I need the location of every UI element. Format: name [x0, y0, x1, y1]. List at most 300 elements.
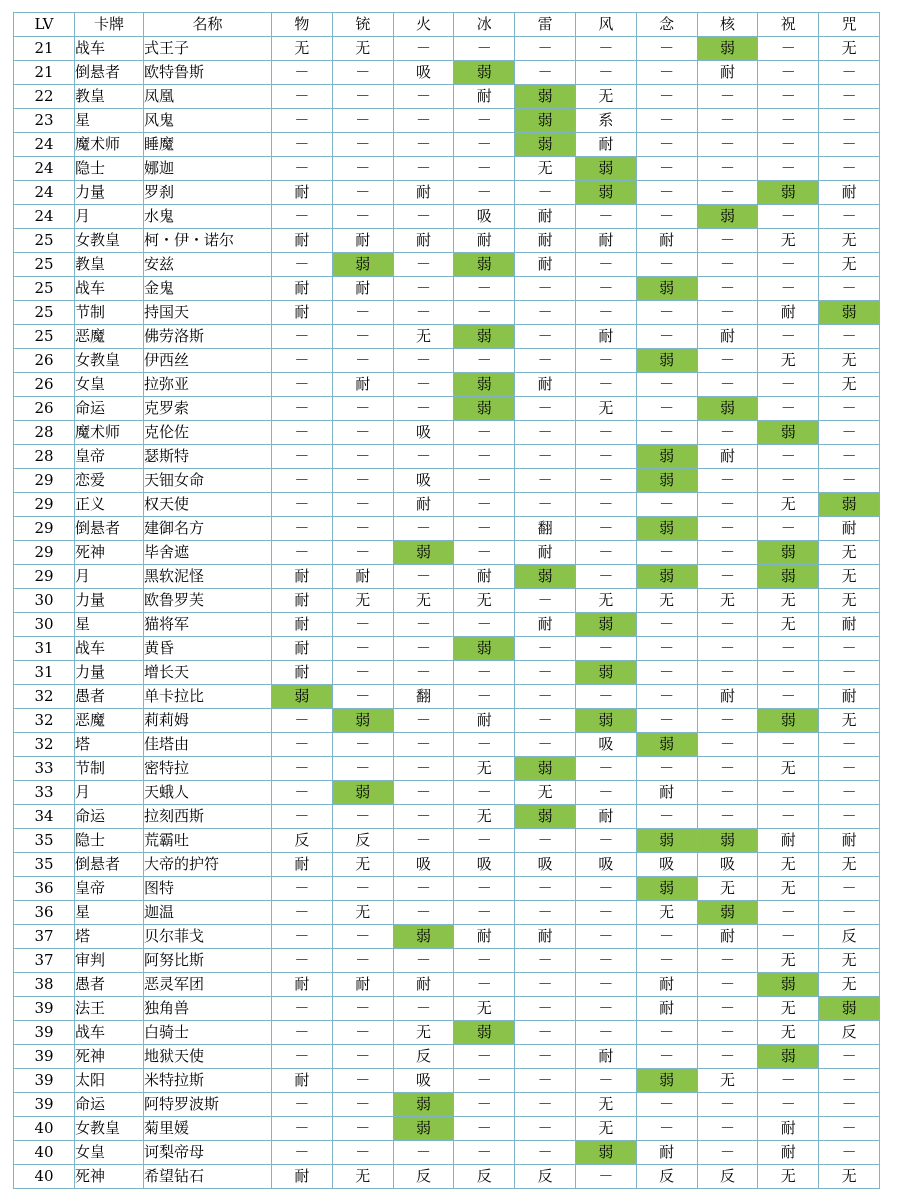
cell-nuclear: －	[697, 1117, 758, 1141]
cell-nuclear: －	[697, 1093, 758, 1117]
cell-lv: 38	[14, 973, 75, 997]
cell-gun: －	[332, 733, 393, 757]
cell-curse: －	[819, 85, 880, 109]
cell-wind: 耐	[575, 229, 636, 253]
table-row	[14, 109, 880, 133]
cell-physical: 耐	[272, 853, 333, 877]
cell-name: 柯・伊・诺尔	[144, 229, 272, 253]
cell-wind: －	[575, 781, 636, 805]
cell-gun: 无	[332, 37, 393, 61]
cell-electric: －	[515, 661, 576, 685]
cell-bless: －	[758, 133, 819, 157]
cell-gun: －	[332, 949, 393, 973]
cell-gun: －	[332, 805, 393, 829]
cell-curse: 无	[819, 949, 880, 973]
cell-lv: 25	[14, 229, 75, 253]
table-body	[14, 37, 880, 1189]
cell-gun: 无	[332, 589, 393, 613]
cell-ice: －	[454, 37, 515, 61]
cell-physical: －	[272, 421, 333, 445]
cell-psy: 无	[636, 901, 697, 925]
header-nuclear: 核	[697, 13, 758, 37]
header-psy: 念	[636, 13, 697, 37]
cell-physical: 耐	[272, 181, 333, 205]
cell-electric: －	[515, 61, 576, 85]
cell-gun: －	[332, 181, 393, 205]
cell-curse: －	[819, 1069, 880, 1093]
cell-card: 皇帝	[75, 445, 144, 469]
cell-bless: －	[758, 277, 819, 301]
cell-card: 命运	[75, 397, 144, 421]
cell-card: 审判	[75, 949, 144, 973]
cell-wind: －	[575, 373, 636, 397]
cell-curse: －	[819, 1117, 880, 1141]
cell-psy: －	[636, 1117, 697, 1141]
cell-electric: －	[515, 949, 576, 973]
cell-gun: －	[332, 1141, 393, 1165]
cell-card: 教皇	[75, 85, 144, 109]
cell-psy: －	[636, 925, 697, 949]
cell-fire: －	[393, 517, 454, 541]
cell-lv: 24	[14, 205, 75, 229]
header-row	[14, 13, 880, 37]
cell-name: 密特拉	[144, 757, 272, 781]
cell-wind: 弱	[575, 709, 636, 733]
cell-nuclear: －	[697, 541, 758, 565]
cell-name: 娜迦	[144, 157, 272, 181]
cell-psy: －	[636, 757, 697, 781]
cell-bless: －	[758, 733, 819, 757]
cell-ice: －	[454, 901, 515, 925]
cell-nuclear: －	[697, 565, 758, 589]
cell-lv: 35	[14, 829, 75, 853]
cell-bless: －	[758, 157, 819, 181]
cell-psy: 反	[636, 1165, 697, 1189]
cell-ice: －	[454, 1045, 515, 1069]
cell-bless: 弱	[758, 973, 819, 997]
cell-name: 式王子	[144, 37, 272, 61]
cell-curse: －	[819, 421, 880, 445]
cell-wind: －	[575, 925, 636, 949]
cell-physical: －	[272, 517, 333, 541]
cell-card: 星	[75, 109, 144, 133]
cell-ice: 无	[454, 589, 515, 613]
table-row	[14, 277, 880, 301]
cell-psy: －	[636, 493, 697, 517]
cell-lv: 32	[14, 709, 75, 733]
cell-fire: －	[393, 85, 454, 109]
cell-name: 持国天	[144, 301, 272, 325]
cell-wind: 弱	[575, 157, 636, 181]
cell-electric: －	[515, 301, 576, 325]
cell-curse: 无	[819, 229, 880, 253]
cell-physical: －	[272, 325, 333, 349]
table-row	[14, 229, 880, 253]
cell-fire: 弱	[393, 541, 454, 565]
table-row	[14, 85, 880, 109]
cell-electric: －	[515, 877, 576, 901]
cell-physical: －	[272, 85, 333, 109]
cell-card: 法王	[75, 997, 144, 1021]
cell-psy: －	[636, 397, 697, 421]
cell-name: 水鬼	[144, 205, 272, 229]
cell-nuclear: －	[697, 949, 758, 973]
cell-lv: 30	[14, 613, 75, 637]
cell-name: 天钿女命	[144, 469, 272, 493]
cell-nuclear: －	[697, 493, 758, 517]
cell-wind: 无	[575, 85, 636, 109]
cell-bless: －	[758, 109, 819, 133]
cell-lv: 33	[14, 757, 75, 781]
cell-nuclear: －	[697, 1021, 758, 1045]
cell-gun: －	[332, 997, 393, 1021]
cell-name: 米特拉斯	[144, 1069, 272, 1093]
cell-nuclear: 耐	[697, 61, 758, 85]
cell-gun: 弱	[332, 781, 393, 805]
table-row	[14, 997, 880, 1021]
cell-physical: 耐	[272, 301, 333, 325]
table-row	[14, 589, 880, 613]
cell-physical: 耐	[272, 565, 333, 589]
cell-psy: －	[636, 253, 697, 277]
cell-fire: －	[393, 373, 454, 397]
cell-ice: －	[454, 733, 515, 757]
cell-card: 力量	[75, 181, 144, 205]
cell-fire: －	[393, 1141, 454, 1165]
cell-card: 命运	[75, 1093, 144, 1117]
cell-nuclear: －	[697, 709, 758, 733]
cell-physical: －	[272, 925, 333, 949]
cell-wind: 无	[575, 1117, 636, 1141]
cell-bless: －	[758, 805, 819, 829]
cell-nuclear: －	[697, 85, 758, 109]
cell-name: 佳塔由	[144, 733, 272, 757]
cell-bless: 耐	[758, 1141, 819, 1165]
table-row	[14, 469, 880, 493]
cell-psy: －	[636, 61, 697, 85]
cell-ice: 耐	[454, 925, 515, 949]
cell-bless: －	[758, 1069, 819, 1093]
cell-ice: －	[454, 133, 515, 157]
cell-name: 白骑士	[144, 1021, 272, 1045]
cell-wind: －	[575, 349, 636, 373]
cell-bless: 无	[758, 1165, 819, 1189]
cell-ice: 耐	[454, 229, 515, 253]
cell-ice: －	[454, 349, 515, 373]
cell-curse: －	[819, 397, 880, 421]
cell-nuclear: －	[697, 1141, 758, 1165]
cell-physical: 耐	[272, 613, 333, 637]
cell-electric: 弱	[515, 109, 576, 133]
cell-ice: －	[454, 661, 515, 685]
cell-bless: 无	[758, 589, 819, 613]
cell-psy: －	[636, 1093, 697, 1117]
cell-psy: 无	[636, 589, 697, 613]
cell-electric: －	[515, 901, 576, 925]
cell-fire: 吸	[393, 421, 454, 445]
cell-nuclear: －	[697, 637, 758, 661]
cell-fire: 翻	[393, 685, 454, 709]
cell-gun: 反	[332, 829, 393, 853]
cell-fire: －	[393, 301, 454, 325]
cell-psy: －	[636, 85, 697, 109]
cell-wind: －	[575, 277, 636, 301]
cell-card: 教皇	[75, 253, 144, 277]
cell-ice: 弱	[454, 1021, 515, 1045]
cell-lv: 37	[14, 949, 75, 973]
cell-psy: 耐	[636, 781, 697, 805]
cell-nuclear: －	[697, 613, 758, 637]
cell-electric: －	[515, 277, 576, 301]
cell-fire: －	[393, 133, 454, 157]
cell-gun: －	[332, 925, 393, 949]
cell-nuclear: 耐	[697, 445, 758, 469]
cell-psy: －	[636, 685, 697, 709]
cell-nuclear: 反	[697, 1165, 758, 1189]
cell-ice: －	[454, 493, 515, 517]
resistance-table	[13, 12, 880, 1189]
cell-gun: 无	[332, 901, 393, 925]
cell-curse: －	[819, 61, 880, 85]
cell-ice: －	[454, 541, 515, 565]
cell-lv: 25	[14, 301, 75, 325]
cell-nuclear: －	[697, 469, 758, 493]
cell-physical: －	[272, 781, 333, 805]
cell-fire: 耐	[393, 493, 454, 517]
cell-electric: －	[515, 1093, 576, 1117]
cell-card: 战车	[75, 37, 144, 61]
cell-name: 大帝的护符	[144, 853, 272, 877]
table-row	[14, 949, 880, 973]
cell-wind: －	[575, 949, 636, 973]
table-row	[14, 421, 880, 445]
cell-gun: －	[332, 877, 393, 901]
cell-name: 瑟斯特	[144, 445, 272, 469]
cell-psy: 弱	[636, 877, 697, 901]
cell-curse: －	[819, 277, 880, 301]
cell-name: 希望钻石	[144, 1165, 272, 1189]
cell-card: 恶魔	[75, 325, 144, 349]
cell-card: 恶魔	[75, 709, 144, 733]
cell-nuclear: －	[697, 973, 758, 997]
cell-physical: 耐	[272, 1069, 333, 1093]
cell-curse: 无	[819, 373, 880, 397]
cell-electric: 弱	[515, 565, 576, 589]
cell-physical: －	[272, 949, 333, 973]
cell-fire: －	[393, 445, 454, 469]
cell-bless: 耐	[758, 829, 819, 853]
cell-bless: －	[758, 517, 819, 541]
cell-fire: －	[393, 253, 454, 277]
cell-name: 欧特鲁斯	[144, 61, 272, 85]
cell-card: 倒悬者	[75, 517, 144, 541]
cell-curse: 反	[819, 1021, 880, 1045]
cell-name: 克伦佐	[144, 421, 272, 445]
table-row	[14, 1069, 880, 1093]
cell-electric: 耐	[515, 205, 576, 229]
cell-lv: 23	[14, 109, 75, 133]
cell-bless: 耐	[758, 1117, 819, 1141]
cell-electric: －	[515, 493, 576, 517]
cell-fire: －	[393, 997, 454, 1021]
cell-fire: 吸	[393, 853, 454, 877]
cell-physical: 无	[272, 37, 333, 61]
cell-lv: 35	[14, 853, 75, 877]
cell-gun: 无	[332, 853, 393, 877]
cell-curse: 无	[819, 853, 880, 877]
cell-electric: 耐	[515, 253, 576, 277]
cell-electric: －	[515, 973, 576, 997]
table-row	[14, 853, 880, 877]
cell-nuclear: －	[697, 661, 758, 685]
table-row	[14, 1165, 880, 1189]
cell-curse: 弱	[819, 997, 880, 1021]
cell-curse: －	[819, 325, 880, 349]
cell-ice: －	[454, 685, 515, 709]
cell-ice: 耐	[454, 709, 515, 733]
cell-gun: －	[332, 685, 393, 709]
table-row	[14, 733, 880, 757]
cell-wind: 弱	[575, 661, 636, 685]
table-row	[14, 253, 880, 277]
cell-psy: －	[636, 709, 697, 733]
cell-physical: －	[272, 445, 333, 469]
cell-card: 力量	[75, 661, 144, 685]
cell-gun: －	[332, 109, 393, 133]
cell-lv: 26	[14, 373, 75, 397]
cell-name: 黑软泥怪	[144, 565, 272, 589]
cell-gun: 无	[332, 1165, 393, 1189]
cell-nuclear: －	[697, 733, 758, 757]
cell-gun: －	[332, 613, 393, 637]
cell-gun: －	[332, 133, 393, 157]
table-row	[14, 325, 880, 349]
cell-electric: 弱	[515, 757, 576, 781]
cell-nuclear: －	[697, 1045, 758, 1069]
cell-card: 星	[75, 901, 144, 925]
cell-name: 建御名方	[144, 517, 272, 541]
cell-lv: 39	[14, 1069, 75, 1093]
cell-electric: 无	[515, 157, 576, 181]
table-row	[14, 877, 880, 901]
cell-psy: －	[636, 37, 697, 61]
cell-psy: －	[636, 637, 697, 661]
cell-card: 死神	[75, 1045, 144, 1069]
cell-psy: 弱	[636, 565, 697, 589]
table-row	[14, 613, 880, 637]
cell-ice: －	[454, 877, 515, 901]
cell-curse: －	[819, 901, 880, 925]
cell-fire: －	[393, 781, 454, 805]
table-row	[14, 205, 880, 229]
cell-lv: 39	[14, 1045, 75, 1069]
cell-card: 魔术师	[75, 421, 144, 445]
cell-electric: 弱	[515, 805, 576, 829]
table-row	[14, 925, 880, 949]
cell-ice: －	[454, 829, 515, 853]
cell-curse: －	[819, 1093, 880, 1117]
cell-ice: 弱	[454, 373, 515, 397]
cell-gun: －	[332, 757, 393, 781]
cell-electric: －	[515, 685, 576, 709]
cell-ice: 无	[454, 997, 515, 1021]
cell-card: 倒悬者	[75, 61, 144, 85]
cell-nuclear: －	[697, 109, 758, 133]
cell-ice: －	[454, 277, 515, 301]
cell-electric: 弱	[515, 85, 576, 109]
cell-electric: 耐	[515, 613, 576, 637]
cell-lv: 31	[14, 637, 75, 661]
cell-bless: －	[758, 397, 819, 421]
cell-psy: －	[636, 373, 697, 397]
cell-wind: 吸	[575, 853, 636, 877]
cell-nuclear: －	[697, 373, 758, 397]
cell-physical: －	[272, 1093, 333, 1117]
cell-fire: 耐	[393, 229, 454, 253]
table-row	[14, 517, 880, 541]
cell-physical: －	[272, 541, 333, 565]
cell-psy: 弱	[636, 277, 697, 301]
table-row	[14, 61, 880, 85]
table-row	[14, 181, 880, 205]
cell-name: 罗刹	[144, 181, 272, 205]
cell-ice: －	[454, 157, 515, 181]
cell-psy: －	[636, 613, 697, 637]
cell-card: 女教皇	[75, 229, 144, 253]
cell-psy: －	[636, 181, 697, 205]
cell-bless: －	[758, 469, 819, 493]
table-row	[14, 493, 880, 517]
table-row	[14, 133, 880, 157]
cell-curse: －	[819, 637, 880, 661]
cell-physical: 耐	[272, 229, 333, 253]
cell-gun: 耐	[332, 565, 393, 589]
cell-bless: 无	[758, 613, 819, 637]
cell-curse: －	[819, 1045, 880, 1069]
cell-card: 月	[75, 565, 144, 589]
table-row	[14, 781, 880, 805]
cell-name: 荒霸吐	[144, 829, 272, 853]
cell-bless: 弱	[758, 565, 819, 589]
cell-fire: －	[393, 661, 454, 685]
cell-electric: －	[515, 397, 576, 421]
cell-bless: 弱	[758, 181, 819, 205]
cell-gun: －	[332, 325, 393, 349]
table-row	[14, 1117, 880, 1141]
cell-curse: 无	[819, 349, 880, 373]
cell-ice: －	[454, 949, 515, 973]
cell-wind: －	[575, 61, 636, 85]
cell-lv: 24	[14, 157, 75, 181]
table-row	[14, 973, 880, 997]
cell-card: 星	[75, 613, 144, 637]
cell-name: 毕舍遮	[144, 541, 272, 565]
cell-gun: －	[332, 517, 393, 541]
cell-electric: －	[515, 997, 576, 1021]
cell-gun: －	[332, 61, 393, 85]
cell-gun: 耐	[332, 229, 393, 253]
cell-name: 猫将军	[144, 613, 272, 637]
cell-wind: 吸	[575, 733, 636, 757]
cell-gun: －	[332, 205, 393, 229]
cell-fire: 无	[393, 325, 454, 349]
cell-physical: －	[272, 349, 333, 373]
cell-card: 战车	[75, 1021, 144, 1045]
cell-electric: 无	[515, 781, 576, 805]
cell-psy: 弱	[636, 733, 697, 757]
cell-curse: －	[819, 733, 880, 757]
cell-ice: －	[454, 1117, 515, 1141]
